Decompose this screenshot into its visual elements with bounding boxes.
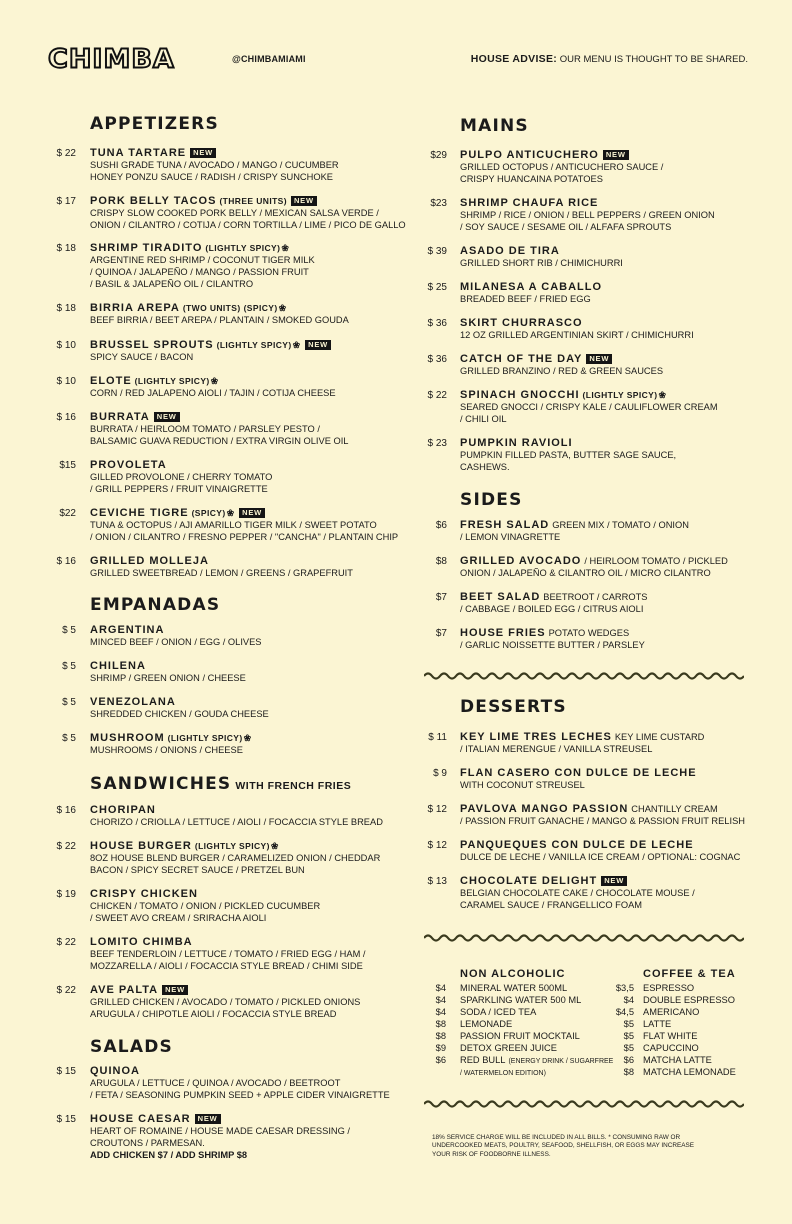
- item-price: $ 16: [56, 556, 76, 567]
- pepper-icon: ❀: [658, 390, 668, 400]
- item-name-text: SPINACH GNOCCHI: [460, 389, 580, 401]
- item-name: [90, 696, 269, 708]
- item-name-text: BEET SALAD: [460, 591, 541, 603]
- item-price: $ 11: [428, 732, 447, 743]
- item-name-text: QUINOA: [90, 1065, 140, 1077]
- item-name: [460, 197, 715, 209]
- item-description: HEART OF ROMAINE / HOUSE MADE CAESAR DRESSING /: [90, 1126, 351, 1136]
- new-badge: NEW: [586, 354, 612, 364]
- item-description: ARGENTINE RED SHRIMP / COCONUT TIGER MILK: [90, 255, 315, 265]
- item-description: ARUGULA / LETTUCE / QUINOA / AVOCADO / BEETROOT: [90, 1078, 341, 1088]
- item-name: [460, 245, 623, 257]
- item-description: GRILLED CHICKEN / AVOCADO / TOMATO / PICKLED ONIONS: [90, 997, 361, 1007]
- item-description: / CABBAGE / BOILED EGG / CITRUS AIOLI: [460, 604, 644, 614]
- item-price: $23: [430, 198, 447, 209]
- item-inline-desc: CHANTILLY CREAM: [631, 804, 718, 814]
- item-description: / LEMON VINAGRETTE: [460, 532, 561, 542]
- drink-name-text: SODA / ICED TEA: [460, 1007, 537, 1017]
- pepper-icon: ❀: [226, 508, 236, 518]
- item-price: $22: [59, 508, 76, 519]
- drink-price: $8: [435, 1019, 446, 1029]
- pepper-icon: ❀: [292, 340, 302, 350]
- item-price: $7: [435, 628, 447, 639]
- item-price: $6: [435, 520, 447, 531]
- item-name-text: CHOCOLATE DELIGHT: [460, 875, 598, 887]
- drink-name-text: PASSION FRUIT MOCKTAIL: [460, 1031, 580, 1041]
- pepper-icon: ❀: [270, 841, 280, 851]
- drink-name: [460, 1030, 580, 1042]
- new-badge: NEW: [291, 196, 317, 206]
- item-name: [460, 591, 647, 603]
- item-description: MUSHROOMS / ONIONS / CHEESE: [90, 745, 243, 755]
- item-description: / FETA / SEASONING PUMPKIN SEED + APPLE CIDER VINAIGRETTE: [90, 1090, 390, 1100]
- item-price: $ 5: [62, 697, 76, 708]
- item-price: $ 22: [56, 841, 76, 852]
- item-name-text: SHRIMP TIRADITO: [90, 242, 203, 254]
- drink-name: MATCHA LATTE: [643, 1055, 712, 1065]
- social-handle: @CHIMBAMIAMI: [232, 54, 306, 64]
- item-name: [90, 195, 406, 207]
- item-name: [90, 507, 398, 519]
- item-note: (LIGHTLY SPICY): [134, 376, 210, 386]
- item-name-text: ARGENTINA: [90, 624, 165, 636]
- item-name: [90, 375, 336, 387]
- item-description: / GRILL PEPPERS / FRUIT VINAIGRETTE: [90, 484, 268, 494]
- item-description: / GARLIC NOISSETTE BUTTER / PARSLEY: [460, 640, 645, 650]
- item-name: [460, 875, 695, 887]
- wave-divider: [424, 670, 744, 682]
- item-note: (SPICY): [191, 508, 226, 518]
- item-description: GILLED PROVOLONE / CHERRY TOMATO: [90, 472, 273, 482]
- item-description: / BASIL & JALAPEÑO OIL / CILANTRO: [90, 279, 254, 289]
- item-description: MOZZARELLA / AIOLI / FOCACCIA STYLE BREAD / CHIMI SIDE: [90, 961, 363, 971]
- item-name-text: FLAN CASERO CON DULCE DE LECHE: [460, 767, 697, 779]
- item-description: CHORIZO / CRIOLLA / LETTUCE / AIOLI / FOCACCIA STYLE BREAD: [90, 817, 383, 827]
- drink-name-text: SPARKLING WATER 500 ML: [460, 995, 582, 1005]
- item-name: [90, 984, 360, 996]
- item-description: MINCED BEEF / ONION / EGG / OLIVES: [90, 637, 262, 647]
- item-description: CRISPY SLOW COOKED PORK BELLY / MEXICAN SALSA VERDE /: [90, 208, 379, 218]
- drink-name: [460, 994, 581, 1006]
- item-description: / CHILI OIL: [460, 414, 507, 424]
- new-badge: NEW: [162, 985, 188, 995]
- item-description: CARAMEL SAUCE / FRANGELLICO FOAM: [460, 900, 643, 910]
- item-name: [460, 555, 728, 567]
- wave-divider: [424, 1098, 744, 1110]
- drink-name-text: RED BULL: [460, 1055, 506, 1065]
- item-name: [460, 803, 745, 815]
- item-description: ARUGULA / CHIPOTLE AIOLI / FOCACCIA STYLE BREAD: [90, 1009, 337, 1019]
- item-description: GRILLED OCTOPUS / ANTICUCHERO SAUCE /: [460, 162, 664, 172]
- item-price: $ 16: [56, 412, 76, 423]
- logo: CHIMBA: [48, 44, 175, 75]
- new-badge: NEW: [603, 150, 629, 160]
- drink-price: $4: [435, 983, 446, 993]
- item-price: $ 19: [56, 889, 76, 900]
- item-inline-desc: POTATO WEDGES: [548, 628, 630, 638]
- item-price: $ 18: [56, 303, 76, 314]
- item-name: [460, 317, 694, 329]
- item-name: [90, 660, 246, 672]
- item-name-text: FRESH SALAD: [460, 519, 550, 531]
- item-name: [460, 627, 645, 639]
- house-advise: HOUSE ADVISE: OUR MENU IS THOUGHT TO BE SHARED.: [470, 53, 748, 65]
- item-name-text: PROVOLETA: [90, 459, 167, 471]
- pepper-icon: ❀: [210, 376, 220, 386]
- item-description: / ITALIAN MERENGUE / VANILLA STREUSEL: [460, 744, 653, 754]
- wave-divider: [424, 932, 744, 944]
- item-name: [90, 1065, 390, 1077]
- item-description: BEEF BIRRIA / BEET AREPA / PLANTAIN / SMOKED GOUDA: [90, 315, 349, 325]
- item-price: $ 12: [427, 804, 447, 815]
- item-price: $ 22: [56, 985, 76, 996]
- drink-name: FLAT WHITE: [643, 1031, 698, 1041]
- item-price: $ 13: [427, 876, 447, 887]
- section-title-sandwiches: SANDWICHES WITH FRENCH FRIES: [90, 774, 352, 794]
- item-note: (TWO UNITS): [182, 303, 241, 313]
- item-name: [460, 519, 689, 531]
- item-description: GRILLED SWEETBREAD / LEMON / GREENS / GRAPEFRUIT: [90, 568, 353, 578]
- item-note: (LIGHTLY SPICY): [205, 243, 281, 253]
- item-description: ADD CHICKEN $7 / ADD SHRIMP $8: [90, 1150, 248, 1160]
- drink-name: MATCHA LEMONADE: [643, 1067, 736, 1077]
- item-description: BELGIAN CHOCOLATE CAKE / CHOCOLATE MOUSE /: [460, 888, 695, 898]
- item-price: $ 9: [433, 768, 447, 779]
- item-name-text: PORK BELLY TACOS: [90, 195, 217, 207]
- item-name-text: BRUSSEL SPROUTS: [90, 339, 214, 351]
- item-name-text: MILANESA A CABALLO: [460, 281, 603, 293]
- item-price: $ 5: [62, 625, 76, 636]
- item-price: $ 5: [62, 661, 76, 672]
- drink-price: $9: [435, 1043, 446, 1053]
- item-price: $ 23: [427, 438, 447, 449]
- section-title-mains: MAINS: [460, 116, 529, 136]
- item-inline-desc: GREEN MIX / TOMATO / ONION: [552, 520, 689, 530]
- drink-price: $8: [435, 1031, 446, 1041]
- item-name: [90, 459, 272, 471]
- item-note: (LIGHTLY SPICY): [194, 841, 270, 851]
- item-price: $ 18: [56, 243, 76, 254]
- item-name: [90, 624, 262, 636]
- item-price: $ 10: [56, 340, 76, 351]
- item-name-text: CATCH OF THE DAY: [460, 353, 583, 365]
- item-description: TUNA & OCTOPUS / AJI AMARILLO TIGER MILK / SWEET POTATO: [90, 520, 377, 530]
- item-price: $7: [435, 592, 447, 603]
- item-description: / ONION / CILANTRO / FRESNO PEPPER / "CANCHA" / PLANTAIN CHIP: [90, 532, 399, 542]
- item-description: 8OZ HOUSE BLEND BURGER / CARAMELIZED ONION / CHEDDAR: [90, 853, 381, 863]
- item-name-text: MUSHROOM: [90, 732, 165, 744]
- item-price: $ 22: [56, 148, 76, 159]
- drink-name: AMERICANO: [643, 1007, 700, 1017]
- item-name: [460, 437, 676, 449]
- item-description: SPICY SAUCE / BACON: [90, 352, 194, 362]
- item-description: CORN / RED JALAPENO AIOLI / TAJIN / COTIJA CHEESE: [90, 388, 336, 398]
- item-name-text: PULPO ANTICUCHERO: [460, 149, 599, 161]
- item-name-text: CRISPY CHICKEN: [90, 888, 198, 900]
- section-title-empanadas: EMPANADAS: [90, 595, 221, 615]
- new-badge: NEW: [195, 1114, 221, 1124]
- item-name: [90, 242, 315, 254]
- item-name: [460, 731, 704, 743]
- item-description: GRILLED SHORT RIB / CHIMICHURRI: [460, 258, 623, 268]
- item-name: [90, 302, 349, 314]
- item-name-text: ELOTE: [90, 375, 132, 387]
- item-description: 12 OZ GRILLED ARGENTINIAN SKIRT / CHIMICHURRI: [460, 330, 694, 340]
- item-name: [90, 147, 339, 159]
- item-name-text: SKIRT CHURRASCO: [460, 317, 583, 329]
- drink-name: ESPRESSO: [643, 983, 695, 993]
- drink-name-text: LEMONADE: [460, 1019, 513, 1029]
- drink-price: $4: [435, 995, 446, 1005]
- coffee-tea-title: COFFEE & TEA: [643, 968, 736, 980]
- item-description: / SOY SAUCE / SESAME OIL / ALFAFA SPROUTS: [460, 222, 672, 232]
- pepper-icon: ❀: [278, 303, 288, 313]
- item-price: $ 10: [56, 376, 76, 387]
- item-description: BURRATA / HEIRLOOM TOMATO / PARSLEY PESTO /: [90, 424, 320, 434]
- drink-price: $4: [623, 995, 634, 1005]
- item-name-text: PUMPKIN RAVIOLI: [460, 437, 573, 449]
- item-name: [90, 411, 348, 423]
- item-description: SUSHI GRADE TUNA / AVOCADO / MANGO / CUCUMBER: [90, 160, 339, 170]
- item-description: CHICKEN / TOMATO / ONION / PICKLED CUCUMBER: [90, 901, 321, 911]
- item-price: $ 16: [56, 805, 76, 816]
- item-price: $ 22: [427, 390, 447, 401]
- new-badge: NEW: [239, 508, 265, 518]
- item-name: [460, 839, 740, 851]
- item-price: $15: [59, 460, 76, 471]
- item-name: [90, 1113, 350, 1125]
- item-description: CRISPY HUANCAINA POTATOES: [460, 174, 603, 184]
- drink-price: $5: [623, 1019, 634, 1029]
- item-name: [90, 840, 380, 852]
- pepper-icon: ❀: [281, 243, 290, 253]
- item-name: [460, 281, 602, 293]
- item-price: $8: [435, 556, 447, 567]
- item-description: BREADED BEEF / FRIED EGG: [460, 294, 591, 304]
- drink-price: $6: [623, 1055, 634, 1065]
- drink-name: CAPUCCINO: [643, 1043, 699, 1053]
- item-name: [90, 732, 252, 744]
- item-description: HONEY PONZU SAUCE / RADISH / CRISPY SUNCHOKE: [90, 172, 333, 182]
- item-name-text: AVE PALTA: [90, 984, 159, 996]
- item-description: SHREDDED CHICKEN / GOUDA CHEESE: [90, 709, 269, 719]
- drink-name: [460, 1006, 536, 1018]
- item-description: SEARED GNOCCI / CRISPY KALE / CAULIFLOWER CREAM: [460, 402, 718, 412]
- item-name: [90, 936, 366, 948]
- item-price: $ 5: [62, 733, 76, 744]
- item-name: [460, 149, 663, 161]
- item-name: [90, 555, 353, 567]
- section-title-sides: SIDES: [460, 490, 523, 510]
- pepper-icon: ❀: [243, 733, 253, 743]
- item-name: [90, 804, 383, 816]
- item-price: $29: [430, 150, 447, 161]
- item-name-text: CHORIPAN: [90, 804, 156, 816]
- item-name: [90, 888, 320, 900]
- item-price: $ 22: [56, 937, 76, 948]
- drink-note: (ENERGY DRINK / SUGARFREE: [508, 1058, 614, 1065]
- drink-price: $5: [623, 1043, 634, 1053]
- new-badge: NEW: [305, 340, 331, 350]
- item-description: / PASSION FRUIT GANACHE / MANGO & PASSION FRUIT RELISH: [460, 816, 745, 826]
- item-name-text: GRILLED MOLLEJA: [90, 555, 209, 567]
- item-name-text: PANQUEQUES CON DULCE DE LECHE: [460, 839, 694, 851]
- item-description: SHRIMP / GREEN ONION / CHEESE: [90, 673, 246, 683]
- new-badge: NEW: [190, 148, 216, 158]
- drink-price: $8: [623, 1067, 634, 1077]
- drink-price: $4: [435, 1007, 446, 1017]
- item-note: (THREE UNITS): [219, 196, 287, 206]
- item-name-text: CHILENA: [90, 660, 146, 672]
- item-description: BACON / SPICY SECRET SAUCE / PRETZEL BUN: [90, 865, 305, 875]
- item-description: CROUTONS / PARMESAN.: [90, 1138, 205, 1148]
- item-note: (LIGHTLY SPICY): [216, 340, 292, 350]
- section-title-desserts: DESSERTS: [460, 697, 567, 717]
- drink-name: [460, 1018, 512, 1030]
- item-description: / QUINOA / JALAPEÑO / MANGO / PASSION FRUIT: [90, 267, 309, 277]
- drink-name-text: DETOX GREEN JUICE: [460, 1043, 557, 1053]
- item-description: CASHEWS.: [460, 462, 510, 472]
- item-name-text: BIRRIA AREPA: [90, 302, 180, 314]
- item-note: (LIGHTLY SPICY): [582, 390, 658, 400]
- drink-price: $3,5: [615, 983, 634, 993]
- item-note: (SPICY): [243, 303, 278, 313]
- item-price: $ 15: [56, 1114, 76, 1125]
- item-name-text: PAVLOVA MANGO PASSION: [460, 803, 629, 815]
- item-price: $ 39: [427, 246, 447, 257]
- item-inline-desc: KEY LIME CUSTARD: [614, 732, 705, 742]
- item-price: $ 17: [56, 196, 76, 207]
- drink-note: / WATERMELON EDITION): [460, 1070, 546, 1077]
- item-description: / SWEET AVO CREAM / SRIRACHA AIOLI: [90, 913, 267, 923]
- item-description: BEEF TENDERLOIN / LETTUCE / TOMATO / FRIED EGG / HAM /: [90, 949, 366, 959]
- drink-name: DOUBLE ESPRESSO: [643, 995, 735, 1005]
- item-price: $ 25: [427, 282, 447, 293]
- item-name: [460, 389, 718, 401]
- item-description: SHRIMP / RICE / ONION / BELL PEPPERS / GREEN ONION: [460, 210, 715, 220]
- drink-price: $5: [623, 1031, 634, 1041]
- item-name-text: KEY LIME TRES LECHES: [460, 731, 612, 743]
- item-inline-desc: / HEIRLOOM TOMATO / PICKLED: [584, 556, 728, 566]
- drink-note-row: [460, 1066, 546, 1080]
- item-name-text: HOUSE FRIES: [460, 627, 546, 639]
- item-name-text: GRILLED AVOCADO: [460, 555, 582, 567]
- drink-name-text: MINERAL WATER 500ML: [460, 983, 568, 993]
- item-price: $ 36: [427, 318, 447, 329]
- new-badge: NEW: [601, 876, 627, 886]
- item-name-text: BURRATA: [90, 411, 150, 423]
- section-title-appetizers: APPETIZERS: [90, 114, 219, 134]
- item-description: WITH COCONUT STREUSEL: [460, 780, 585, 790]
- non-alcoholic-title: NON ALCOHOLIC: [460, 968, 566, 980]
- drink-price: $6: [435, 1055, 446, 1065]
- item-name-text: LOMITO CHIMBA: [90, 936, 193, 948]
- item-name-text: SHRIMP CHAUFA RICE: [460, 197, 599, 209]
- item-description: PUMPKIN FILLED PASTA, BUTTER SAGE SAUCE,: [460, 450, 677, 460]
- item-price: $ 36: [427, 354, 447, 365]
- item-price: $ 15: [56, 1066, 76, 1077]
- new-badge: NEW: [154, 412, 180, 422]
- item-name-text: HOUSE CAESAR: [90, 1113, 191, 1125]
- item-description: ONION / JALAPEÑO & CILANTRO OIL / MICRO CILANTRO: [460, 568, 711, 578]
- item-description: DULCE DE LECHE / VANILLA ICE CREAM / OPTIONAL: COGNAC: [460, 852, 741, 862]
- item-name-text: CEVICHE TIGRE: [90, 507, 189, 519]
- item-description: BALSAMIC GUAVA REDUCTION / EXTRA VIRGIN OLIVE OIL: [90, 436, 349, 446]
- item-name: [460, 353, 663, 365]
- item-inline-desc: BEETROOT / CARROTS: [543, 592, 648, 602]
- item-price: $ 12: [427, 840, 447, 851]
- item-note: (LIGHTLY SPICY): [167, 733, 243, 743]
- item-name: [90, 339, 331, 351]
- disclaimer: 18% SERVICE CHARGE WILL BE INCLUDED IN ALL BILLS. * CONSUMING RAW OR UNDERCOOKED MEATS, POULTRY, SEAFOOD, SHELLFISH, OR EGGS MAY INCREASE YOUR RISK OF FOODBORNE ILLNESS.: [432, 1134, 695, 1158]
- item-description: GRILLED BRANZINO / RED & GREEN SAUCES: [460, 366, 664, 376]
- item-name-text: HOUSE BURGER: [90, 840, 192, 852]
- drink-name: [460, 982, 567, 994]
- drink-name: [460, 1042, 557, 1054]
- item-name-text: VENEZOLANA: [90, 696, 176, 708]
- item-description: ONION / CILANTRO / COTIJA / CORN TORTILLA / LIME / PICO DE GALLO: [90, 220, 406, 230]
- item-name-text: ASADO DE TIRA: [460, 245, 560, 257]
- item-name-text: TUNA TARTARE: [90, 147, 187, 159]
- section-title-salads: SALADS: [90, 1037, 173, 1057]
- item-name: [460, 767, 697, 779]
- drink-price: $4,5: [615, 1007, 634, 1017]
- drink-name: LATTE: [643, 1019, 672, 1029]
